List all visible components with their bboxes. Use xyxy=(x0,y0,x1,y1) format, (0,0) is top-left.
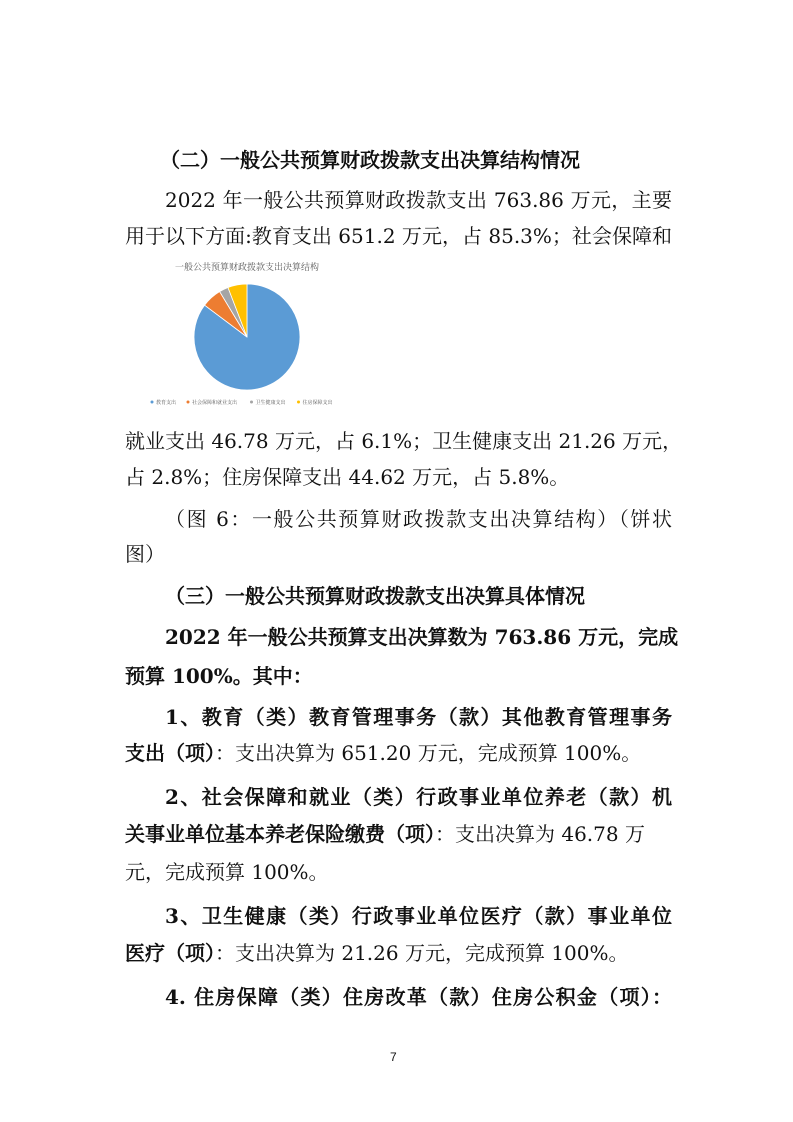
legend-label: 住房保障支出 xyxy=(302,400,333,406)
figure-caption: 图） xyxy=(125,542,165,566)
pie-chart xyxy=(140,255,370,415)
item-line xyxy=(125,739,672,767)
item-text: ：支出决算为 651.20 万元，完成预算 100%。 xyxy=(215,741,642,765)
paragraph-line: 用于以下方面:教育支出 651.2 万元，占 85.3%；社会保障和 xyxy=(125,224,672,248)
item-line: 2、社会保障和就业（类）行政事业单位养老（款）机 xyxy=(165,785,672,809)
legend-marker xyxy=(250,401,253,404)
section-heading-3: （三）一般公共预算财政拨款支出决算具体情况 xyxy=(165,584,585,608)
item-line: 3、卫生健康（类）行政事业单位医疗（款）事业单位 xyxy=(165,904,672,928)
legend-label: 教育支出 xyxy=(156,400,177,406)
item-bold: 医疗（项） xyxy=(125,941,215,965)
figure-caption: （图 6：一般公共预算财政拨款支出决算结构）（饼状 xyxy=(165,507,672,531)
chart-title: 一般公共预算财政拨款支出决算结构 xyxy=(174,262,320,272)
item-text: ：支出决算为 21.26 万元，完成预算 100%。 xyxy=(215,941,629,965)
section-heading-2: （二）一般公共预算财政拨款支出决算结构情况 xyxy=(160,148,580,172)
legend-marker xyxy=(187,401,190,404)
page-number: 7 xyxy=(390,1050,397,1064)
item-bold: 支出（项） xyxy=(125,741,215,765)
item-line: 元，完成预算 100%。 xyxy=(125,860,329,884)
item-line xyxy=(125,939,672,967)
item-line: 4. 住房保障（类）住房改革（款）住房公积金（项）： xyxy=(165,985,672,1009)
paragraph-line: 就业支出 46.78 万元，占 6.1%；卫生健康支出 21.26 万元， xyxy=(125,429,683,453)
paragraph-line: 预算 100%。其中： xyxy=(125,664,313,688)
item-line: 1、教育（类）教育管理事务（款）其他教育管理事务 xyxy=(165,705,672,729)
paragraph-line: 2022 年一般公共预算财政拨款支出 763.86 万元，主要 xyxy=(165,188,672,212)
item-line xyxy=(125,820,672,848)
legend-marker xyxy=(297,401,300,404)
item-text: ：支出决算为 46.78 万 xyxy=(435,822,645,846)
paragraph-line: 占 2.8%；住房保障支出 44.62 万元，占 5.8%。 xyxy=(125,465,570,489)
paragraph-line: 2022 年一般公共预算支出决算数为 763.86 万元，完成 xyxy=(165,625,679,649)
legend-label: 社会保障和就业支出 xyxy=(192,400,238,406)
item-bold: 关事业单位基本养老保险缴费（项） xyxy=(125,822,435,846)
legend-label: 卫生健康支出 xyxy=(255,400,286,406)
legend-marker xyxy=(151,401,154,404)
